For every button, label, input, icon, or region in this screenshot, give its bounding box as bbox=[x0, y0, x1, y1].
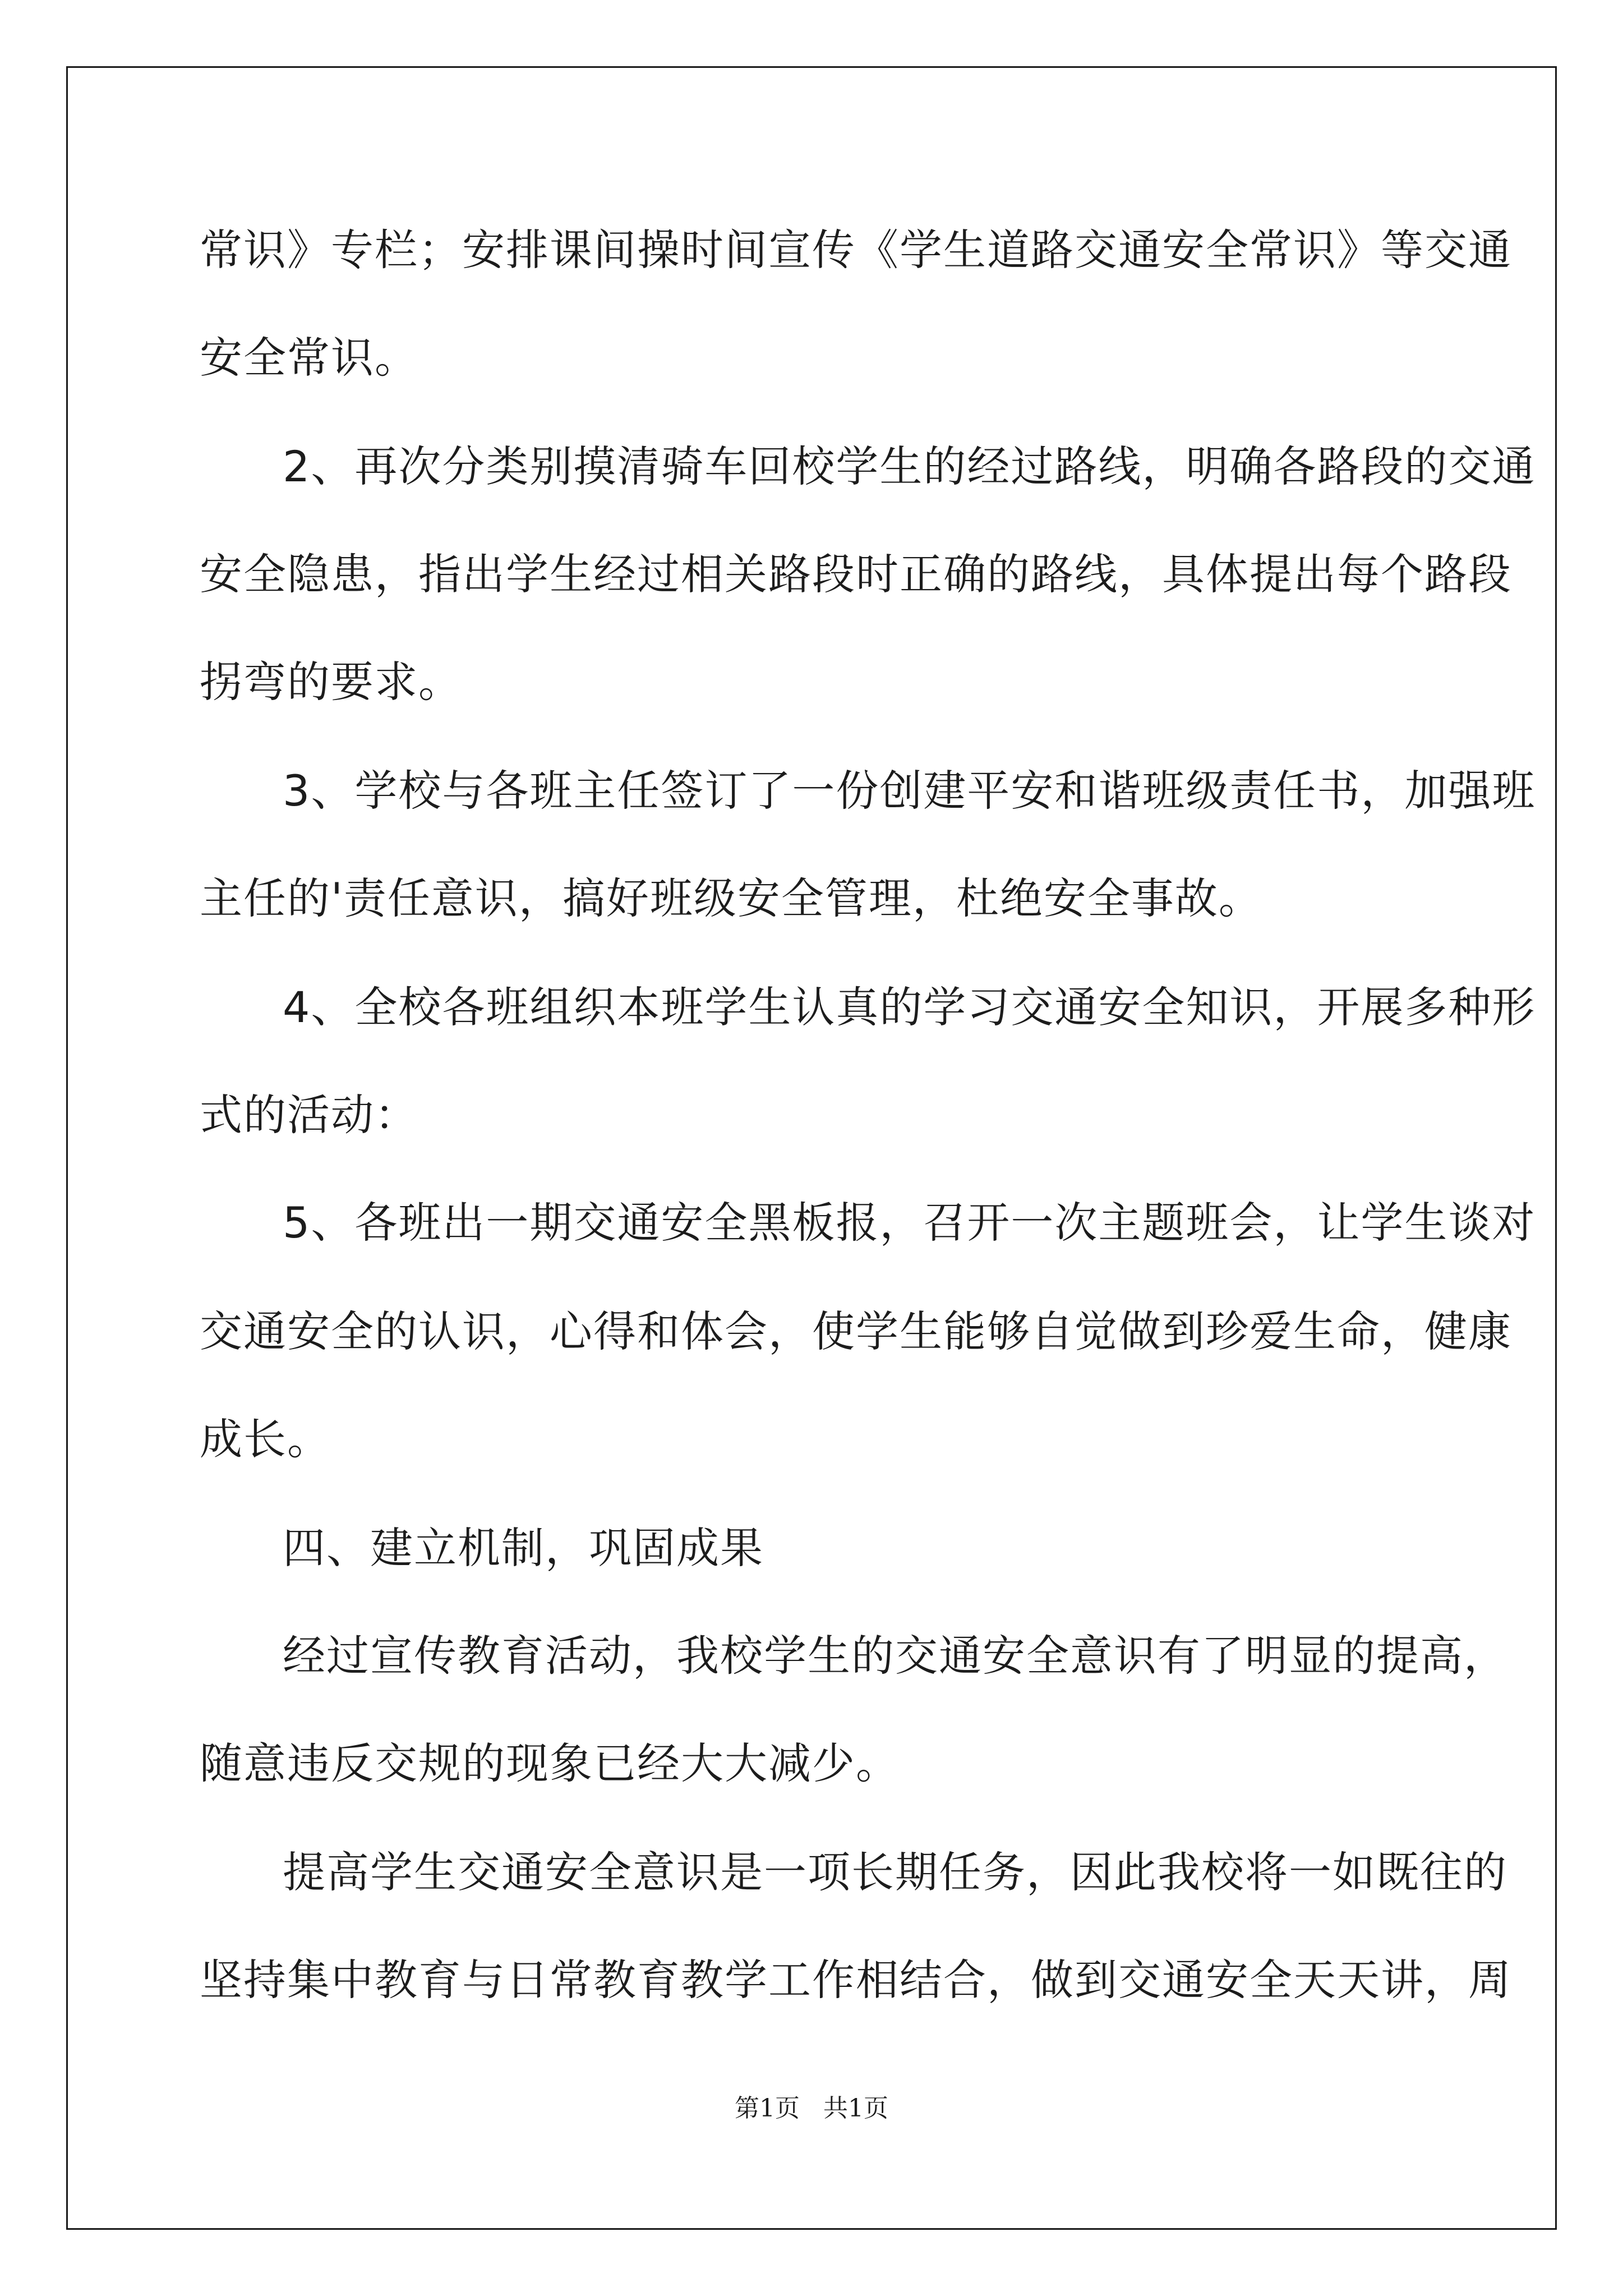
text-line: 交通安全的认识，心得和体会，使学生能够自觉做到珍爱生命，健康 bbox=[200, 1306, 1512, 1356]
section-heading: 四、建立机制，巩固成果 bbox=[283, 1523, 764, 1573]
text-line: 主任的'责任意识，搞好班级安全管理，杜绝安全事故。 bbox=[200, 873, 1262, 923]
text-line: 3、学校与各班主任签订了一份创建平安和谐班级责任书，加强班 bbox=[283, 766, 1536, 816]
page-border bbox=[66, 66, 1557, 2230]
page-footer: 第1页 共1页 bbox=[735, 2094, 888, 2123]
text-line: 安全常识。 bbox=[200, 333, 418, 383]
text-line: 4、全校各班组织本班学生认真的学习交通安全知识，开展多种形 bbox=[283, 982, 1536, 1032]
text-line: 提高学生交通安全意识是一项长期任务，因此我校将一如既往的 bbox=[283, 1847, 1507, 1897]
text-line: 2、再次分类别摸清骑车回校学生的经过路线，明确各路段的交通 bbox=[283, 441, 1536, 491]
text-line: 式的活动： bbox=[200, 1090, 418, 1140]
text-line: 随意违反交规的现象已经大大减少。 bbox=[200, 1738, 900, 1788]
text-line: 安全隐患，指出学生经过相关路段时正确的路线，具体提出每个路段 bbox=[200, 549, 1512, 599]
text-line: 坚持集中教育与日常教育教学工作相结合，做到交通安全天天讲，周 bbox=[200, 1955, 1512, 2005]
text-line: 拐弯的要求。 bbox=[200, 657, 462, 707]
text-line: 成长。 bbox=[200, 1414, 331, 1464]
text-line: 5、各班出一期交通安全黑板报，召开一次主题班会，让学生谈对 bbox=[283, 1198, 1536, 1248]
text-line: 经过宣传教育活动，我校学生的交通安全意识有了明显的提高， bbox=[283, 1631, 1507, 1681]
text-line: 常识》专栏；安排课间操时间宣传《学生道路交通安全常识》等交通 bbox=[200, 225, 1512, 275]
